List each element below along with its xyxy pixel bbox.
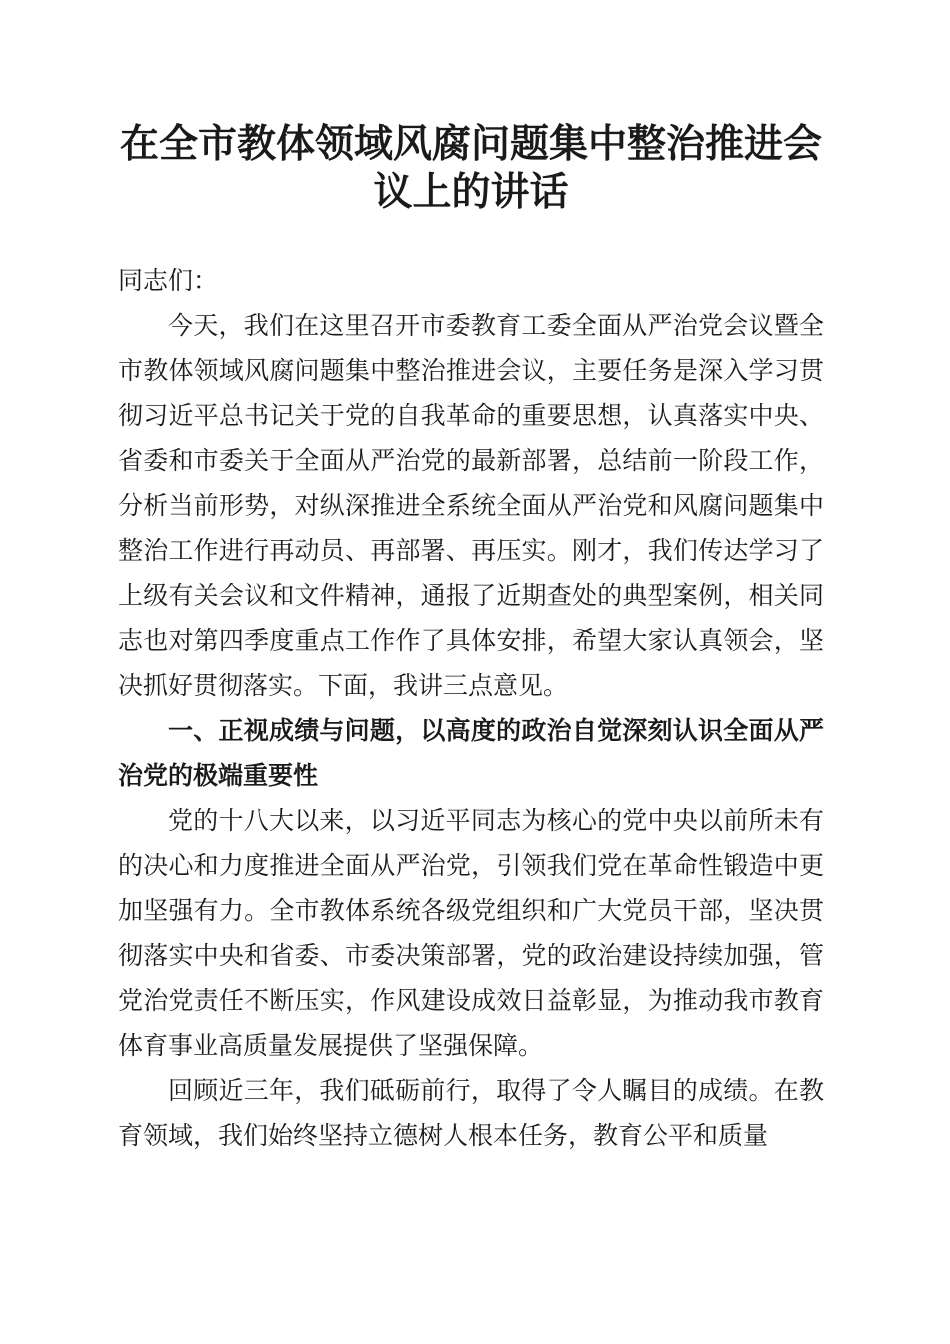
document-body <box>118 258 824 1158</box>
paragraph-review: 回顾近三年，我们砥砺前行，取得了令人瞩目的成绩。在教育领域，我们始终坚持立德树人根本任务，教育公平和质量 <box>118 1076 824 1150</box>
section-heading-1: 一、正视成绩与问题，以高度的政治自觉深刻认识全面从严治党的极端重要性 <box>118 716 824 790</box>
paragraph-achievements: 党的十八大以来，以习近平同志为核心的党中央以前所未有的决心和力度推进全面从严治党，引领我们党在革命性锻造中更加坚强有力。全市教体系统各级党组织和广大党员干部，坚决贯彻落实中央和省委、市委决策部署，党的政治建设持续加强，管党治党责任不断压实，作风建设成效日益彰显，为推动我市教育体育事业高质量发展提供了坚强保障。 <box>118 806 824 1060</box>
document-title: 在全市教体领域风腐问题集中整治推进会议上的讲话 <box>119 121 822 215</box>
document-page <box>118 120 824 1158</box>
salutation: 同志们： <box>118 266 219 295</box>
paragraph-opening: 今天，我们在这里召开市委教育工委全面从严治党会议暨全市教体领域风腐问题集中整治推进会议，主要任务是深入学习贯彻习近平总书记关于党的自我革命的重要思想，认真落实中央、省委和市委关于全面从严治党的最新部署，总结前一阶段工作，分析当前形势，对纵深推进全系统全面从严治党和风腐问题集中整治工作进行再动员、再部署、再压实。刚才，我们传达学习了上级有关会议和文件精神，通报了近期查处的典型案例，相关同志也对第四季度重点工作作了具体安排，希望大家认真领会，坚决抓好贯彻落实。下面，我讲三点意见。 <box>118 311 824 700</box>
